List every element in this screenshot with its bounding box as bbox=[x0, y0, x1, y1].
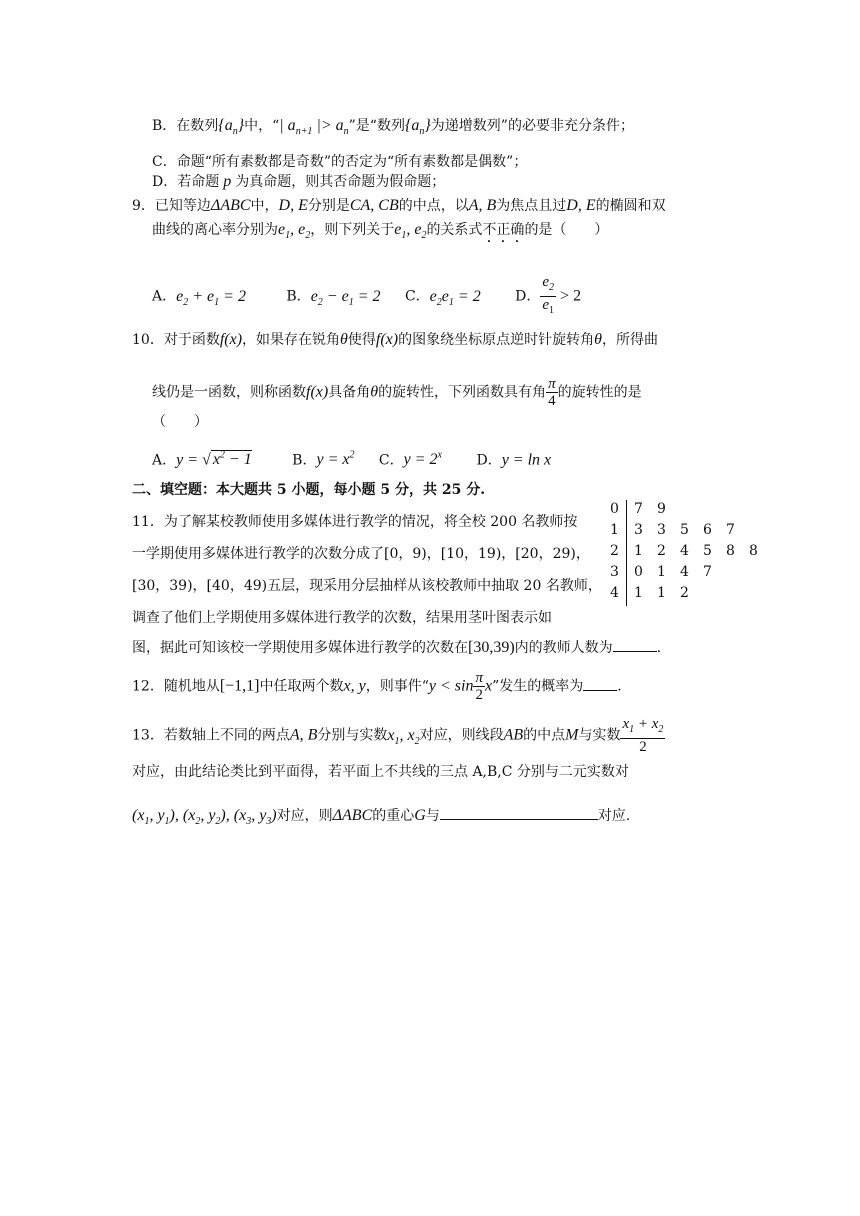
leaf-value: 7 bbox=[634, 501, 643, 517]
option-d-line: D．若命题 p 为真命题，则其否命题为假命题； bbox=[152, 173, 446, 190]
leaf-value: 3 bbox=[634, 522, 643, 538]
text: 曲线的离心率分别为 bbox=[152, 222, 278, 238]
q11-line1 bbox=[132, 512, 577, 532]
text: 图，据此可知该校一学期使用多媒体进行教学的次数在 bbox=[132, 640, 468, 656]
leaf-value: 8 bbox=[749, 543, 758, 559]
text: 的椭圆和双 bbox=[595, 198, 666, 214]
text: A． bbox=[152, 288, 177, 305]
text: A． bbox=[152, 452, 177, 469]
text: 对应，由此结论类比到平面得，若平面上不共线的三点 A,B,C 分别与二元实数对 bbox=[132, 764, 629, 780]
text: 为递增数列”的必要非充分条件； bbox=[430, 118, 634, 134]
leaf-value: 5 bbox=[680, 522, 689, 538]
leaf-value: 1 bbox=[634, 543, 643, 559]
text: 9．已知等边 bbox=[132, 198, 211, 214]
q11-line4 bbox=[132, 608, 552, 628]
q13-line3: ($x_1$, $y_1$), ($x_2$, $y_2$), ($x_3$, $y_3$)对应，则ΔABC的重心G与 对应. bbox=[132, 807, 631, 828]
text: 12．随机地从 bbox=[132, 678, 220, 695]
text: 中任取两个数 bbox=[259, 678, 344, 695]
text: 对应. bbox=[597, 808, 631, 824]
text: 对应，则线段 bbox=[419, 727, 504, 744]
q9-line2: 曲线的离心率分别为$e_1$, $e_2$，则下列关于$e_1$, $e_2$的关系式不正确的是（ ） bbox=[152, 221, 609, 242]
stem-value: 3 bbox=[610, 564, 619, 580]
text: 具备角 bbox=[328, 384, 371, 401]
text: B． bbox=[286, 288, 311, 305]
text: 的中点，以 bbox=[398, 198, 469, 214]
text: ，则下列关于 bbox=[310, 222, 395, 238]
text: ”发生的概率为 bbox=[492, 678, 584, 695]
leaf-value: 1 bbox=[634, 585, 643, 601]
text: 中，“ bbox=[244, 118, 280, 134]
q10-line1: 10．对于函数f(x)，如果存在锐角θ使得f(x)的图象绕坐标原点逆时针旋转角θ，所得曲 bbox=[132, 331, 658, 348]
text: 的旋转性的是 bbox=[557, 384, 642, 401]
leaf-value: 2 bbox=[680, 585, 689, 601]
q11-line2 bbox=[132, 544, 590, 564]
text: ，则事件“ bbox=[365, 678, 429, 695]
text: 的旋转性，下列函数具有角 bbox=[378, 384, 547, 401]
q10-line2: 线仍是一函数，则称函数f(x)具备角θ的旋转性，下列函数具有角 $\frac{\pi}{4}$ 的旋转性的是 bbox=[152, 376, 642, 409]
text: 中， bbox=[250, 198, 279, 214]
text: 为焦点且过 bbox=[496, 198, 567, 214]
text: . bbox=[617, 678, 622, 695]
text: D． bbox=[476, 452, 502, 469]
stem-value: 1 bbox=[610, 522, 619, 538]
text: 为真命题，则其否命题为假命题； bbox=[235, 174, 446, 190]
leaf-value: 1 bbox=[657, 564, 666, 580]
leaf-value: 8 bbox=[726, 543, 735, 559]
q11-line5 bbox=[132, 638, 661, 658]
q13-line2 bbox=[132, 762, 629, 782]
text: 与 bbox=[425, 808, 440, 824]
stem-value: 2 bbox=[610, 543, 619, 559]
text: 13．若数轴上不同的两点 bbox=[132, 727, 290, 744]
stem-value: 4 bbox=[610, 585, 619, 601]
text: 使得 bbox=[347, 332, 376, 348]
option-b-line: B．在数列$\{a_n\}$中，“| $a_{n+1}$ |> $a_n$”是“数列$\{a_n\}$为递增数列”的必要非充分条件； bbox=[152, 117, 634, 138]
q11-line3 bbox=[132, 576, 602, 596]
text: 的图象绕坐标原点逆时针旋转角 bbox=[398, 332, 595, 348]
q9-line1: 9．已知等边ΔABC中，D, E分别是CA, CB的中点，以A, B为焦点且过D, E的椭圆和双 bbox=[132, 197, 666, 214]
text: 分别与实数 bbox=[317, 727, 388, 744]
option-c-line bbox=[152, 152, 527, 172]
leaf-value: 1 bbox=[657, 585, 666, 601]
text: 与实数 bbox=[578, 727, 621, 744]
text: B．在数列 bbox=[152, 118, 219, 134]
text: [−1,1] bbox=[219, 677, 260, 695]
leaf-value: 4 bbox=[680, 564, 689, 580]
section-2-heading bbox=[132, 480, 485, 500]
stem-divider bbox=[626, 500, 627, 606]
text: 的重心 bbox=[372, 808, 415, 824]
leaf-value: 0 bbox=[634, 564, 643, 580]
text: C． bbox=[378, 452, 404, 469]
text: 内的教师人数为 bbox=[514, 640, 613, 656]
text: [30,39) bbox=[468, 639, 515, 656]
stem-leaf-plot bbox=[604, 498, 764, 610]
q9-options: A．$e_2 + e_1 = 2$ B．$e_2 - e_1 = 2$ C．$e_2e_1 = 2$ D． $\frac{e_2}{e_1}$ > 2 bbox=[152, 274, 582, 316]
text: . bbox=[656, 640, 662, 656]
text: D． bbox=[515, 288, 541, 305]
leaf-value: 2 bbox=[657, 543, 666, 559]
leaf-value: 7 bbox=[726, 522, 735, 538]
leaf-value: 3 bbox=[657, 522, 666, 538]
text: 调查了他们上学期使用多媒体进行教学的次数，结果用茎叶图表示如 bbox=[132, 610, 552, 626]
q10-options: A．y = √ $x^2 - 1$ B．$y = x^2$ C．$y = 2^x$ D．y = ln x bbox=[152, 450, 552, 469]
text: ”是“数列 bbox=[348, 118, 405, 134]
text: C．命题“所有素数都是奇数”的否定为“所有素数都是偶数”； bbox=[152, 154, 528, 170]
text: 11．为了解某校教师使用多媒体进行教学的情况，将全校 200 名教师按 bbox=[132, 514, 578, 530]
text: 分别是 bbox=[307, 198, 350, 214]
q10-line3 bbox=[152, 412, 208, 432]
q13-line1: 13．若数轴上不同的两点A, B分别与实数$x_1$, $x_2$对应，则线段AB的中点M与实数 $\frac{x_1 + x_2}{2}$ bbox=[132, 716, 664, 755]
text: D．若命题 bbox=[152, 174, 220, 190]
leaf-value: 4 bbox=[680, 543, 689, 559]
text: 线仍是一函数，则称函数 bbox=[152, 384, 306, 401]
text: ，所得曲 bbox=[601, 332, 658, 348]
text: （ ） bbox=[152, 414, 208, 430]
text: 一学期使用多媒体进行教学的次数分成了[0，9)，[10，19)，[20，29)， bbox=[132, 546, 590, 562]
leaf-value: 7 bbox=[703, 564, 712, 580]
q12-line: 12．随机地从[−1,1]中任取两个数x, y，则事件“y < sin $\frac{\pi}{2}$ x”发生的概率为 . bbox=[132, 670, 622, 703]
text: 的关系式 bbox=[426, 222, 483, 238]
text: C． bbox=[404, 288, 430, 305]
text: 对应，则 bbox=[276, 808, 333, 824]
text: 的是（ ） bbox=[524, 222, 609, 238]
leaf-value: 6 bbox=[703, 522, 712, 538]
text: 二、填空题：本大题共 5 小题，每小题 5 分，共 25 分. bbox=[132, 482, 486, 498]
leaf-value: 5 bbox=[703, 543, 712, 559]
text: ，如果存在锐角 bbox=[242, 332, 341, 348]
text: 不正确 bbox=[482, 222, 525, 238]
text: B． bbox=[292, 452, 317, 469]
leaf-value: 9 bbox=[657, 501, 666, 517]
text: [30，39)，[40，49)五层，现采用分层抽样从该校教师中抽取 20 名教师， bbox=[132, 578, 602, 594]
text: 的中点 bbox=[523, 727, 566, 744]
stem-value: 0 bbox=[610, 501, 619, 517]
text: 10．对于函数 bbox=[132, 332, 220, 348]
